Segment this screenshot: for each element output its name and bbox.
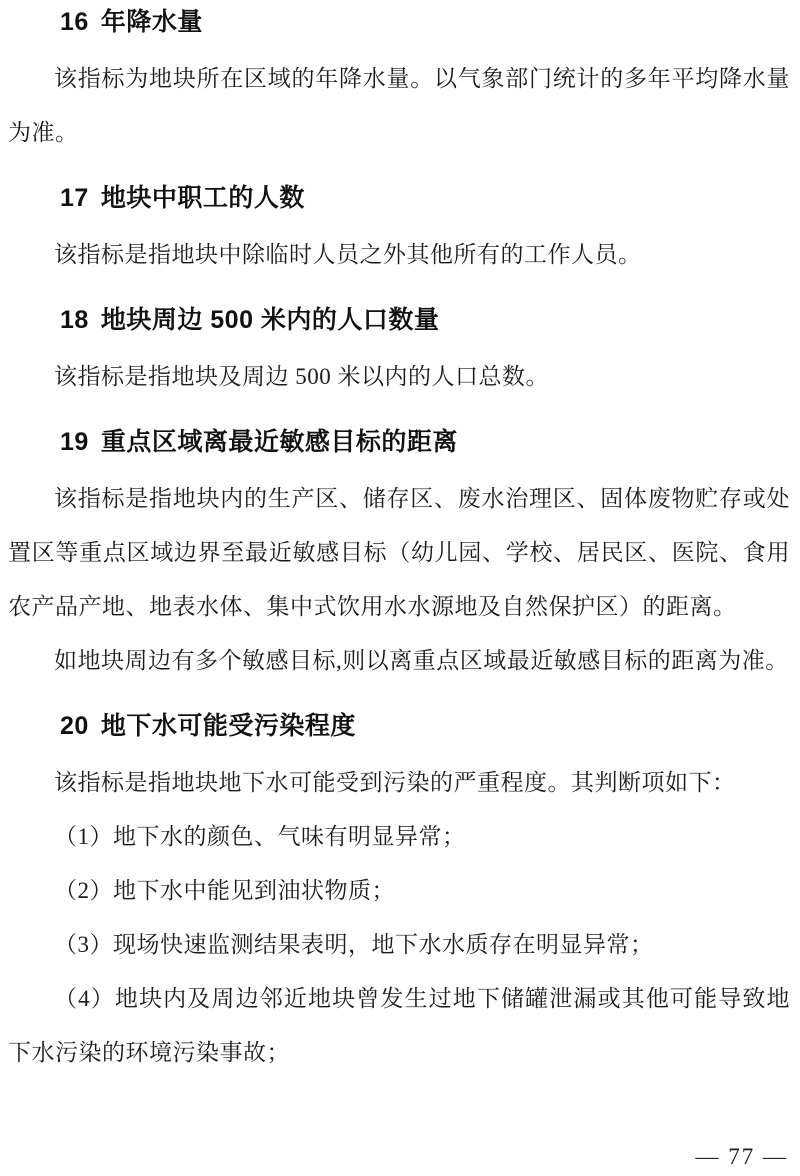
section-20-item-2: （2）地下水中能见到油状物质； [54, 878, 395, 903]
section-18 [8, 300, 790, 404]
section-16-paragraph: 该指标为地块所在区域的年降水量。以气象部门统计的多年平均降水量为准。 [8, 66, 790, 145]
section-title: 地块中职工的人数 [100, 184, 305, 212]
section-16-heading [60, 2, 790, 42]
section-number: 17 [60, 184, 89, 212]
section-20-heading [60, 706, 790, 746]
section-19-paragraph-2: 如地块周边有多个敏感目标,则以离重点区域最近敏感目标的距离为准。 [54, 648, 789, 673]
section-17 [8, 178, 790, 282]
section-title: 地块周边 500 米内的人口数量 [100, 306, 440, 334]
section-20-item-4: （4）地块内及周边邻近地块曾发生过地下储罐泄漏或其他可能导致地下水污染的环境污染事故； [8, 986, 790, 1065]
section-title: 重点区域离最近敏感目标的距离 [100, 428, 458, 456]
section-number: 19 [60, 428, 89, 456]
section-18-paragraph: 该指标是指地块及周边 500 米以内的人口总数。 [54, 364, 549, 389]
section-18-heading [60, 300, 790, 340]
section-20-item-1: （1）地下水的颜色、气味有明显异常； [54, 824, 466, 849]
section-19 [8, 422, 790, 688]
section-17-paragraph: 该指标是指地块中除临时人员之外其他所有的工作人员。 [54, 242, 642, 267]
section-20 [8, 706, 790, 1080]
section-number: 18 [60, 306, 89, 334]
section-20-paragraph: 该指标是指地块地下水可能受到污染的严重程度。其判断项如下： [54, 770, 736, 795]
section-number: 20 [60, 712, 89, 740]
section-20-item-3: （3）现场快速监测结果表明，地下水水质存在明显异常； [54, 932, 654, 957]
section-17-heading [60, 178, 790, 218]
section-16 [8, 2, 790, 160]
section-19-paragraph-1: 该指标是指地块内的生产区、储存区、废水治理区、固体废物贮存或处置区等重点区域边界至最近敏感目标（幼儿园、学校、居民区、医院、食用农产品产地、地表水体、集中式饮用水水源地及自然保护区）的距离。 [8, 486, 790, 619]
section-title: 年降水量 [100, 8, 203, 36]
page-number: — 77 — [695, 1144, 788, 1169]
section-number: 16 [60, 8, 89, 36]
section-19-heading [60, 422, 790, 462]
section-title: 地下水可能受污染程度 [100, 712, 356, 740]
